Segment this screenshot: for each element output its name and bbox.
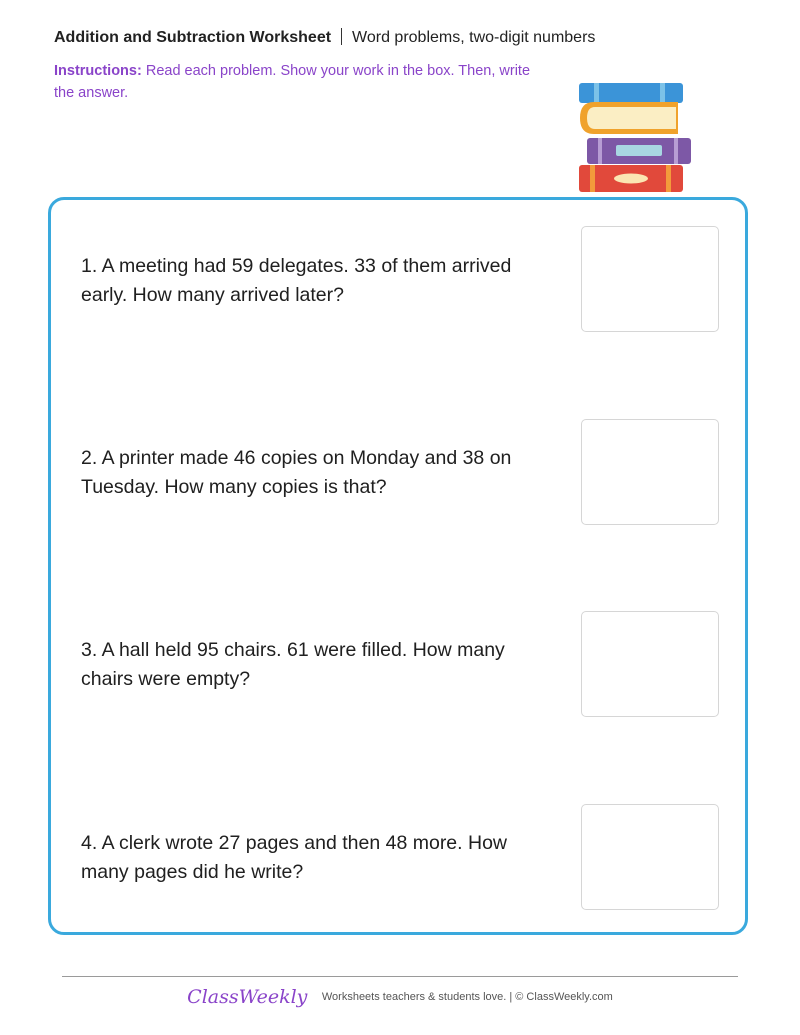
answer-box-1[interactable] [581, 226, 719, 332]
problem-3: 3. A hall held 95 chairs. 61 were filled. How many chairs were empty? [81, 639, 505, 690]
answer-box-2[interactable] [581, 419, 719, 525]
problem-2: 2. A printer made 46 copies on Monday and 38 on Tuesday. How many copies is that? [81, 447, 512, 498]
footer-tagline: Worksheets teachers & students love. | © ClassWeekly.com [321, 991, 613, 1003]
instructions [54, 60, 534, 104]
answer-box-4[interactable] [581, 804, 719, 910]
worksheet-title: Addition and Subtraction Worksheet [54, 29, 332, 46]
instructions-text: Read each problem. Show your work in the box. Then, write the answer. [54, 63, 531, 101]
problem-1: 1. A meeting had 59 delegates. 33 of them arrived early. How many arrived later? [81, 255, 512, 306]
book-stack-icon [578, 82, 694, 194]
problems-card [48, 197, 748, 935]
problem-4: 4. A clerk wrote 27 pages and then 48 more. How many pages did he write? [81, 832, 508, 883]
worksheet-subtitle: Word problems, two-digit numbers [352, 29, 596, 46]
brand-logo: ClassWeekly [187, 986, 308, 1008]
footer-divider [62, 976, 738, 977]
footer [0, 986, 800, 1008]
answer-box-3[interactable] [581, 611, 719, 717]
worksheet-header [54, 28, 595, 47]
header-divider [341, 28, 342, 45]
instructions-label: Instructions: [54, 63, 142, 79]
